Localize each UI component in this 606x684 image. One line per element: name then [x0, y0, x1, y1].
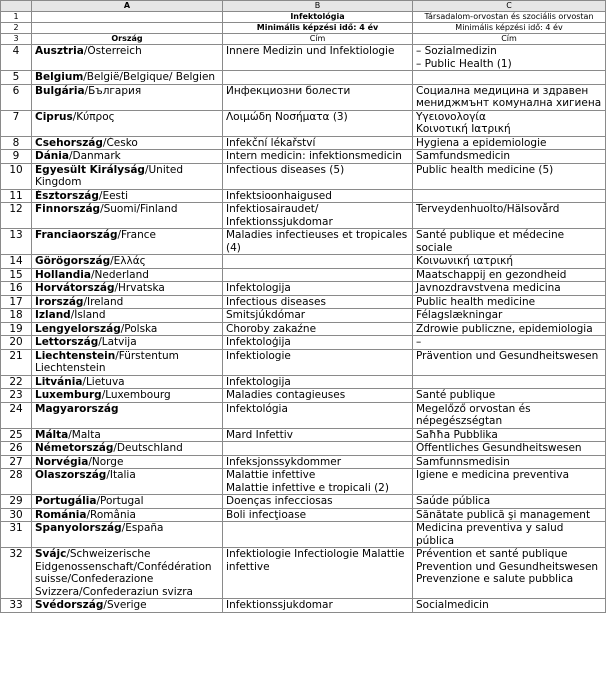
infectology-title-cell: [223, 375, 413, 389]
public-health-title: Prevenzione e salute pubblica: [416, 573, 574, 585]
public-health-title: Samfundsmedicin: [416, 150, 511, 162]
country-native-name: /Schweizerische Eidgenossenschaft/Confédération suisse/Confederazione Svizzera/Confederaziun svizra: [35, 548, 212, 598]
infectology-title: Infektologija: [226, 375, 291, 388]
country-native-name: /Norge: [88, 455, 124, 468]
infectology-title-cell: [223, 150, 413, 164]
row-number: 20: [1, 336, 32, 350]
row-number: 13: [1, 229, 32, 255]
meta-cell-c: Társadalom-orvostan és szociális orvostan: [413, 12, 606, 23]
infectology-title: Infektsioonhaigused: [226, 189, 332, 202]
public-health-title: Megelőző orvostan és népegészségtan: [416, 402, 531, 427]
infectology-title: Boli infecţioase: [226, 508, 307, 521]
table-row: [1, 522, 606, 548]
public-health-title: Υγειονολογία: [416, 110, 486, 123]
public-health-title-cell: [413, 508, 606, 522]
public-health-title: Sănătate publică şi management: [416, 508, 591, 521]
infectology-title-cell: [223, 349, 413, 375]
country-native-name: /Nederland: [90, 268, 149, 281]
infectology-title: Инфекциозни болести: [226, 84, 351, 97]
country-cell: [32, 163, 223, 189]
country-native-name: /Latvija: [98, 336, 137, 348]
country-cell: [32, 495, 223, 509]
infectology-title-cell: [223, 428, 413, 442]
row-number: 27: [1, 455, 32, 469]
infectology-title-cell: [223, 163, 413, 189]
public-health-title-cell: [413, 599, 606, 613]
public-health-title-cell: [413, 442, 606, 456]
infectology-title-cell: [223, 402, 413, 428]
row-number: 29: [1, 495, 32, 509]
column-letter-b: B: [223, 1, 413, 12]
infectology-title-cell: [223, 203, 413, 229]
infectology-title-cell: [223, 268, 413, 282]
country-native-name: /България: [84, 84, 142, 97]
table-row: [1, 455, 606, 469]
public-health-title-cell: [413, 349, 606, 375]
country-name: Lengyelország: [35, 322, 121, 335]
country-native-name: /Lietuva: [82, 375, 125, 388]
public-health-title: Terveydenhuolto/Hälsovård: [416, 203, 560, 215]
table-row: [1, 428, 606, 442]
infectology-title-cell: [223, 442, 413, 456]
table-row: [1, 84, 606, 110]
meta-cell-c: Minimális képzési idő: 4 év: [413, 23, 606, 34]
public-health-title-cell: [413, 295, 606, 309]
public-health-title: Zdrowie publiczne, epidemiologia: [416, 322, 593, 335]
country-cell: [32, 469, 223, 495]
public-health-title-cell: [413, 455, 606, 469]
table-row: [1, 336, 606, 350]
public-health-title: Santé publique et médecine sociale: [416, 229, 565, 254]
row-number: 14: [1, 255, 32, 269]
country-native-name: /Κύπρος: [72, 110, 115, 123]
public-health-title: Prevention und Gesundheitswesen: [416, 560, 599, 573]
row-number: 21: [1, 349, 32, 375]
country-native-name: /Danmark: [68, 150, 121, 162]
country-cell: [32, 45, 223, 71]
public-health-title-cell: [413, 522, 606, 548]
infectology-title: Maladies contagieuses: [226, 389, 346, 401]
table-row: [1, 469, 606, 495]
public-health-title: Maatschappij en gezondheid: [416, 268, 567, 281]
infectology-title: Choroby zakaźne: [226, 322, 317, 335]
country-cell: [32, 84, 223, 110]
public-health-title-cell: [413, 110, 606, 136]
table-row: [1, 229, 606, 255]
infectology-title-cell: [223, 255, 413, 269]
country-native-name: /Hrvatska: [114, 282, 165, 294]
country-native-name: /Česko: [102, 136, 138, 149]
country-name: Franciaország: [35, 229, 118, 241]
country-name: Málta: [35, 428, 69, 441]
row-number: 24: [1, 402, 32, 428]
meta-cell-c: Cím: [413, 34, 606, 45]
country-cell: [32, 295, 223, 309]
row-number: 33: [1, 599, 32, 613]
infectology-title-cell: [223, 189, 413, 203]
country-native-name: /Eesti: [98, 189, 129, 202]
country-name: Luxemburg: [35, 389, 102, 401]
public-health-title-cell: [413, 71, 606, 85]
country-native-name: /Ísland: [70, 309, 106, 321]
infectology-title: Mard Infettiv: [226, 428, 293, 441]
table-row: [1, 255, 606, 269]
country-cell: [32, 322, 223, 336]
public-health-title-cell: [413, 548, 606, 599]
country-cell: [32, 389, 223, 403]
infectology-title-cell: [223, 136, 413, 150]
row-number: 22: [1, 375, 32, 389]
country-native-name: /España: [121, 522, 164, 534]
public-health-title: Prävention und Gesundheitswesen: [416, 349, 599, 362]
infectology-title: Infektionssjukdomar: [226, 599, 333, 611]
meta-cell-a: [32, 12, 223, 23]
country-cell: [32, 548, 223, 599]
country-cell: [32, 309, 223, 323]
column-letter-a: A: [32, 1, 223, 12]
infectology-title-cell: [223, 336, 413, 350]
infectology-title: Doenças infecciosas: [226, 495, 333, 507]
public-health-title: – Sozialmedizin: [416, 45, 497, 57]
public-health-title-cell: [413, 495, 606, 509]
table-row: [1, 45, 606, 71]
country-name: Olaszország: [35, 469, 107, 481]
row-number: 28: [1, 469, 32, 495]
column-letter-row: [1, 1, 606, 12]
meta-cell-a: [32, 23, 223, 34]
row-number: 5: [1, 71, 32, 85]
country-cell: [32, 522, 223, 548]
public-health-title-cell: [413, 402, 606, 428]
public-health-title-cell: [413, 150, 606, 164]
public-health-title: Javnozdravstvena medicina: [416, 282, 561, 294]
infectology-title: Infektologija: [226, 282, 291, 294]
table-row: [1, 136, 606, 150]
row-number: 26: [1, 442, 32, 456]
row-number: 17: [1, 295, 32, 309]
public-health-title-cell: [413, 282, 606, 296]
public-health-title-cell: [413, 389, 606, 403]
infectology-title-cell: [223, 599, 413, 613]
table-row: [1, 375, 606, 389]
public-health-title: Hygiena a epidemiologie: [416, 136, 547, 149]
table-row: [1, 110, 606, 136]
infectology-title-cell: [223, 84, 413, 110]
infectology-title-cell: [223, 309, 413, 323]
country-native-name: /Polska: [120, 322, 158, 335]
row-number: 7: [1, 110, 32, 136]
infectology-title-cell: [223, 45, 413, 71]
country-name: Egyesült Királyság: [35, 163, 145, 176]
row-number: 1: [1, 12, 32, 23]
country-cell: [32, 442, 223, 456]
country-native-name: /Ελλάς: [110, 255, 146, 267]
row-number: 11: [1, 189, 32, 203]
country-cell: [32, 375, 223, 389]
row-number: 30: [1, 508, 32, 522]
infectology-title: Maladies infectieuses et tropicales (4): [226, 229, 408, 254]
country-native-name: /Luxembourg: [101, 389, 171, 401]
meta-row: [1, 34, 606, 45]
country-cell: [32, 599, 223, 613]
meta-cell-b: Infektológia: [223, 12, 413, 23]
country-cell: [32, 189, 223, 203]
infectology-title: Infectious diseases (5): [226, 163, 345, 176]
country-cell: [32, 136, 223, 150]
table-row: [1, 163, 606, 189]
row-number: 32: [1, 548, 32, 599]
public-health-title-cell: [413, 322, 606, 336]
corner-cell: [1, 1, 32, 12]
country-name: Bulgária: [35, 84, 85, 97]
country-cell: [32, 402, 223, 428]
public-health-title: –: [416, 336, 422, 348]
infectology-title-cell: [223, 469, 413, 495]
table-row: [1, 322, 606, 336]
country-cell: [32, 349, 223, 375]
public-health-title: Κοινοτική Ιατρική: [416, 123, 511, 135]
public-health-title-cell: [413, 268, 606, 282]
country-native-name: /Deutschland: [113, 442, 183, 454]
meta-cell-b: Minimális képzési idő: 4 év: [223, 23, 413, 34]
row-number: 15: [1, 268, 32, 282]
public-health-title: Saħħa Pubblika: [416, 428, 498, 441]
public-health-title-cell: [413, 84, 606, 110]
country-name: Görögország: [35, 255, 111, 267]
table-row: [1, 282, 606, 296]
public-health-title: Samfunnsmedisin: [416, 455, 510, 468]
country-name: Románia: [35, 508, 87, 521]
country-cell: [32, 229, 223, 255]
country-native-name: /Suomi/Finland: [100, 203, 178, 215]
country-name: Svájc: [35, 548, 67, 560]
infectology-title-cell: [223, 110, 413, 136]
infectology-title-cell: [223, 389, 413, 403]
public-health-title-cell: [413, 163, 606, 189]
country-native-name: /Österreich: [83, 45, 142, 57]
country-native-name: /Ireland: [83, 295, 124, 308]
country-name: Izland: [35, 309, 71, 321]
country-cell: [32, 203, 223, 229]
country-name: Észtország: [35, 189, 99, 202]
infectology-title-cell: [223, 548, 413, 599]
public-health-title-cell: [413, 229, 606, 255]
country-name: Finnország: [35, 203, 101, 215]
country-name: Litvánia: [35, 375, 83, 388]
infectology-title-cell: [223, 522, 413, 548]
infectology-title: Smitsjúkdómar: [226, 309, 306, 321]
public-health-title: Öffentliches Gesundheitswesen: [416, 442, 582, 454]
public-health-title: Социална медицина и здравен мениджмънт комунална хигиена: [416, 84, 602, 109]
meta-row: [1, 12, 606, 23]
row-number: 3: [1, 34, 32, 45]
country-cell: [32, 268, 223, 282]
row-number: 25: [1, 428, 32, 442]
infectology-title-cell: [223, 508, 413, 522]
country-name: Csehország: [35, 136, 103, 149]
row-number: 19: [1, 322, 32, 336]
table-row: [1, 508, 606, 522]
meta-cell-b: Cím: [223, 34, 413, 45]
table-row: [1, 548, 606, 599]
country-native-name: /France: [117, 229, 156, 241]
country-native-name: /United Kingdom: [35, 163, 183, 188]
country-name: Ausztria: [35, 45, 84, 57]
public-health-title: Κοινωνική ιατρική: [416, 255, 513, 267]
country-name: Magyarország: [35, 402, 119, 415]
country-name: Németország: [35, 442, 114, 454]
infectology-title-cell: [223, 495, 413, 509]
infectology-title: Infektoloģija: [226, 336, 291, 348]
country-native-name: /România: [86, 508, 136, 521]
infectology-title: Malattie infettive e tropicali (2): [226, 481, 389, 494]
country-name: Portugália: [35, 495, 97, 507]
country-name: Spanyolország: [35, 522, 122, 534]
table-row: [1, 442, 606, 456]
public-health-title: Public health medicine: [416, 295, 536, 308]
public-health-title: Medicina preventiva y salud pública: [416, 522, 564, 547]
public-health-title: Santé publique: [416, 389, 496, 401]
country-cell: [32, 508, 223, 522]
infectology-title-cell: [223, 455, 413, 469]
table-row: [1, 309, 606, 323]
table-row: [1, 150, 606, 164]
row-number: 9: [1, 150, 32, 164]
column-letter-c: C: [413, 1, 606, 12]
row-number: 23: [1, 389, 32, 403]
public-health-title: Public health medicine (5): [416, 163, 554, 176]
public-health-title-cell: [413, 45, 606, 71]
country-name: Hollandia: [35, 268, 91, 281]
public-health-title-cell: [413, 136, 606, 150]
public-health-title-cell: [413, 203, 606, 229]
row-number: 18: [1, 309, 32, 323]
infectology-title: Malattie infettive: [226, 469, 316, 481]
country-cell: [32, 150, 223, 164]
public-health-title: Igiene e medicina preventiva: [416, 469, 569, 481]
public-health-title-cell: [413, 336, 606, 350]
table-row: [1, 295, 606, 309]
country-native-name: /Malta: [68, 428, 101, 441]
country-native-name: /Italia: [106, 469, 136, 481]
public-health-title: – Public Health (1): [416, 57, 512, 70]
infectology-title: Intern medicin: infektionsmedicin: [226, 150, 402, 162]
country-name: Norvégia: [35, 455, 89, 468]
country-cell: [32, 336, 223, 350]
country-name: Svédország: [35, 599, 104, 611]
table-row: [1, 389, 606, 403]
infectology-title-cell: [223, 322, 413, 336]
row-number: 4: [1, 45, 32, 71]
infectology-title: Infektiologie: [226, 349, 291, 362]
country-cell: [32, 455, 223, 469]
table-row: [1, 402, 606, 428]
country-native-name: /Fürstentum Liechtenstein: [35, 349, 179, 374]
public-health-title-cell: [413, 469, 606, 495]
row-number: 12: [1, 203, 32, 229]
country-cell: [32, 428, 223, 442]
infectology-title-cell: [223, 71, 413, 85]
public-health-title: Prévention et santé publique: [416, 548, 568, 560]
country-name: Dánia: [35, 150, 69, 162]
country-name: Ciprus: [35, 110, 73, 123]
row-number: 31: [1, 522, 32, 548]
table-row: [1, 495, 606, 509]
country-cell: [32, 255, 223, 269]
public-health-title: Félagslækningar: [416, 309, 503, 321]
public-health-title: Socialmedicin: [416, 599, 489, 611]
country-cell: [32, 110, 223, 136]
table-row: [1, 71, 606, 85]
infectology-title: Λοιμώδη Νοσήματα (3): [226, 110, 348, 123]
country-native-name: /Sverige: [103, 599, 147, 611]
country-name: Liechtenstein: [35, 349, 116, 362]
country-name: Írország: [35, 295, 84, 308]
row-number: 8: [1, 136, 32, 150]
infectology-title: Innere Medizin und Infektiologie: [226, 45, 395, 57]
infectology-title: Infekční lékařství: [226, 136, 316, 149]
infectology-title: Infektiologie Infectiologie Malattie infettive: [226, 548, 405, 573]
table-row: [1, 203, 606, 229]
infectology-title-cell: [223, 229, 413, 255]
infectology-title: Infektiosairaudet/ Infektionssjukdomar: [226, 203, 333, 228]
public-health-title-cell: [413, 309, 606, 323]
country-native-name: /Portugal: [96, 495, 144, 507]
public-health-title-cell: [413, 189, 606, 203]
country-name: Lettország: [35, 336, 99, 348]
meta-row: [1, 23, 606, 34]
country-name: Belgium: [35, 71, 84, 83]
table-row: [1, 599, 606, 613]
infectology-title-cell: [223, 295, 413, 309]
row-number: 10: [1, 163, 32, 189]
infectology-title-cell: [223, 282, 413, 296]
public-health-title-cell: [413, 428, 606, 442]
infectology-title: Infektológia: [226, 402, 288, 415]
infectology-title: Infectious diseases: [226, 295, 326, 308]
country-cell: [32, 71, 223, 85]
meta-cell-a: Ország: [32, 34, 223, 45]
row-number: 2: [1, 23, 32, 34]
public-health-title-cell: [413, 255, 606, 269]
row-number: 6: [1, 84, 32, 110]
public-health-title-cell: [413, 375, 606, 389]
row-number: 16: [1, 282, 32, 296]
public-health-title: Saúde pública: [416, 495, 491, 507]
table-row: [1, 189, 606, 203]
country-cell: [32, 282, 223, 296]
table-row: [1, 349, 606, 375]
country-native-name: /België/Belgique/ Belgien: [83, 71, 216, 83]
infectology-title: Infeksjonssykdommer: [226, 455, 342, 468]
country-name: Horvátország: [35, 282, 115, 294]
table-row: [1, 268, 606, 282]
